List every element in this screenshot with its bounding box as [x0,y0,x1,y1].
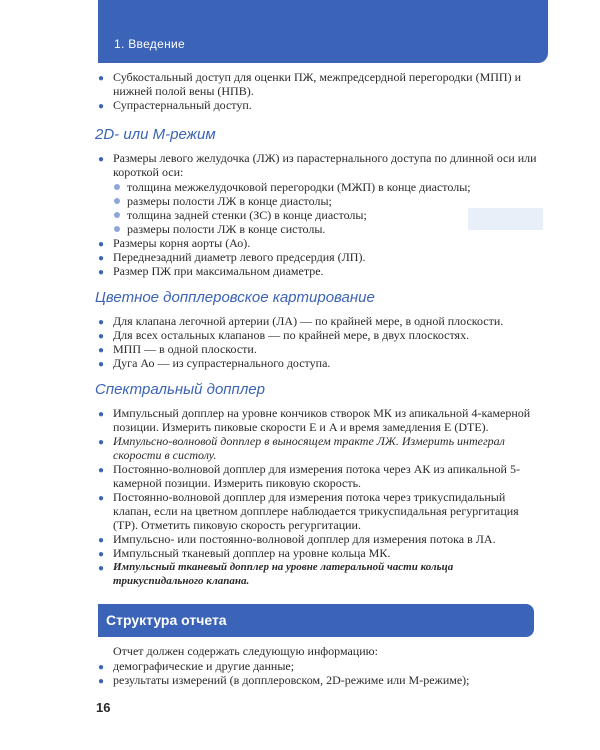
list-item: ● Импульсный допплер на уровне кончиков створок МК из апикальной 4-камерной позиции. Измерить пиковые скорости E и A и время замедления E (DTE). [98,406,531,434]
list-item: ● Импульсный тканевый допплер на уровне кольца МК. [98,546,391,560]
main-content [95,70,545,588]
subbullet-icon [114,212,120,218]
list-item: ● демографические и другие данные; [98,659,295,673]
list-color-doppler [95,314,545,370]
list-item: ● Размер ПЖ при максимальном диаметре. [98,264,324,278]
bullet-icon: ● [98,345,105,356]
list-item: ● результаты измерений (в допплеровском, 2D-режиме или М-режиме); [98,673,470,687]
bullet-icon: ● [98,563,105,574]
bullet-icon: ● [98,267,105,278]
report-section-heading: Структура отчета [106,612,227,628]
bullet-icon: ● [98,465,105,476]
list-item: ● Импульсно- или постоянно-волновой допплер для измерения потока в ЛА. [98,532,496,546]
sublist-item: толщина межжелудочковой перегородки (МЖП) в конце диастолы; [113,180,545,194]
section-heading-2d: 2D- или М-режим [95,126,216,143]
subbullet-icon [114,198,120,204]
bullet-icon: ● [98,359,105,370]
list-item: ● Дуга Ао — из супрастернального доступа. [98,356,331,370]
bullet-icon: ● [98,437,105,448]
bullet-icon: ● [98,331,105,342]
page-number: 16 [96,700,111,715]
bullet-icon: ● [98,493,105,504]
bullet-icon: ● [98,101,105,112]
bullet-icon: ● [98,239,105,250]
bullet-icon: ● [98,535,105,546]
intro-list [95,70,545,112]
chapter-title: 1. Введение [114,37,185,51]
list-item: ● Постоянно-волновой допплер для измерения потока через АК из апикальной 5-камерной позиции. Измерить пиковую скорость. [98,462,520,490]
chapter-header [98,0,548,63]
list-item: ● Переднезадний диаметр левого предсердия (ЛП). [98,250,366,264]
bullet-icon: ● [98,409,105,420]
bullet-icon: ● [98,317,105,328]
sublist-item: размеры полости ЛЖ в конце диастолы; [113,194,545,208]
bullet-icon: ● [98,549,105,560]
list-item: ● Импульсный тканевый допплер на уровне латеральной части кольца трикуспидального клапана. [98,561,454,587]
sublist-item: толщина задней стенки (ЗС) в конце диастолы; [113,208,545,222]
subbullet-icon [114,184,120,190]
list-item: ● Супрастернальный доступ. [98,98,252,112]
bullet-icon: ● [98,676,105,687]
report-list [95,659,545,687]
section-heading-spectral-doppler: Спектральный допплер [95,381,265,398]
sublist-item: размеры полости ЛЖ в конце систолы. [113,222,545,236]
list-item: ● Импульсно-волновой допплер в выносящем тракте ЛЖ. Измерить интеграл скорости в систолу. [98,434,505,462]
report-section-band [98,604,534,637]
section-heading-color-doppler: Цветное допплеровское картирование [95,289,375,306]
list-item: ● Субкостальный доступ для оценки ПЖ, межпредсердной перегородки (МПП) и нижней полой вены (НПВ). [98,70,521,98]
subbullet-icon [114,226,120,232]
list-spectral-doppler [95,406,545,588]
list-item: ● МПП — в одной плоскости. [98,342,257,356]
list-item: ● Постоянно-волновой допплер для измерения потока через трикуспидальный клапан, если на цветном допплере наблюдается трикуспидальная регургитация (ТР). Отметить пиковую скорость регургитации. [98,490,519,532]
bullet-icon: ● [98,73,105,84]
bullet-icon: ● [98,662,105,673]
list-item: ● Для клапана легочной артерии (ЛА) — по крайней мере, в одной плоскости. [98,314,504,328]
sublist-2d [113,180,545,236]
report-content [95,644,545,687]
bullet-icon: ● [98,253,105,264]
list-item: ● Размеры корня аорты (Ао). [98,236,251,250]
list-2d [95,151,545,278]
report-intro: Отчет должен содержать следующую информацию: [113,644,378,658]
list-item: ● Для всех остальных клапанов — по крайней мере, в двух плоскостях. [98,328,470,342]
list-item: ● Размеры левого желудочка (ЛЖ) из парастернального доступа по длинной оси или короткой оси: толщина межжелудочковой перегородки (МЖП) в конце диастолы; размеры полости ЛЖ в конце диастолы; толщина задней стенки (ЗС) в конце диастолы; размеры полости ЛЖ в конце систолы. [95,151,545,236]
bullet-icon: ● [98,154,105,165]
